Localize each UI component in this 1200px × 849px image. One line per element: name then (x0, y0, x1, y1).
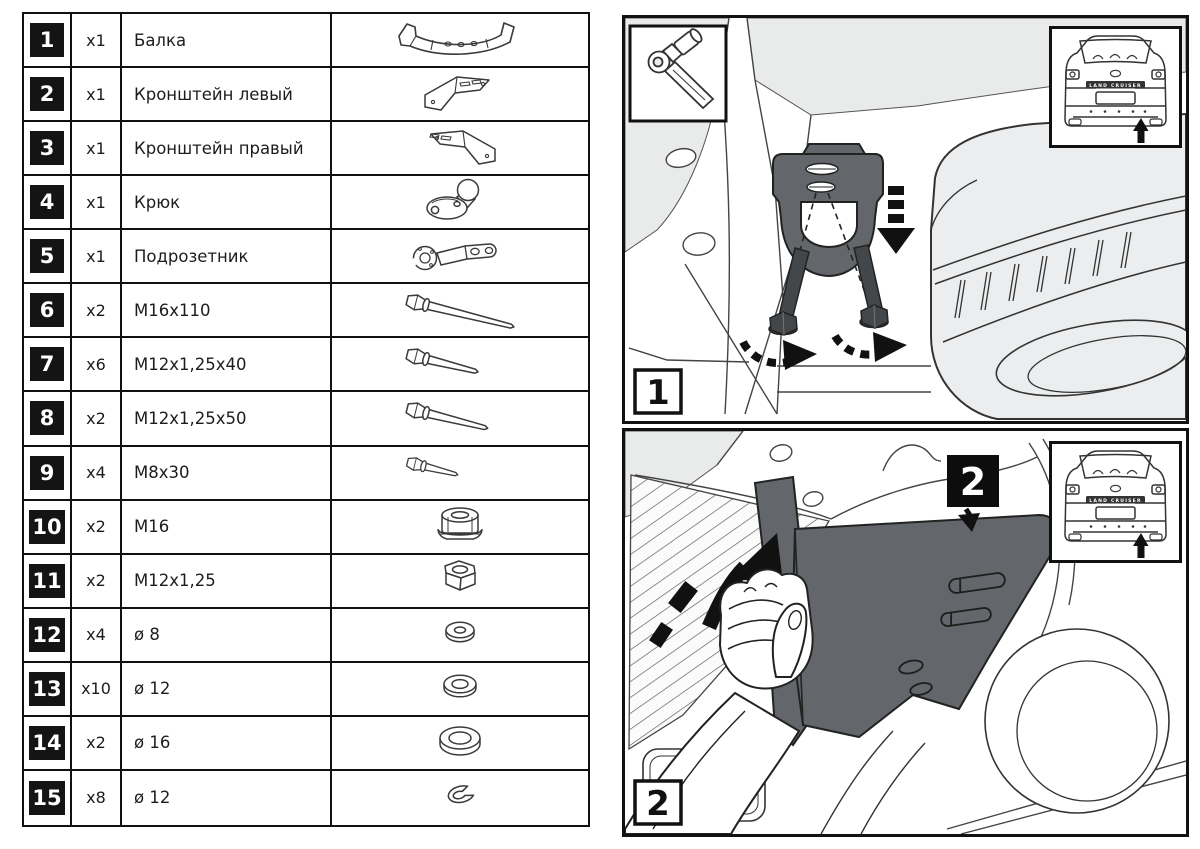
step-number-text: 1 (646, 373, 670, 413)
part-number-badge: 12 (29, 618, 64, 652)
part-illustration-cell (332, 14, 588, 68)
flat-washer-12-icon (385, 664, 535, 714)
part-number-badge: 10 (29, 510, 64, 544)
tighten-rotation-arrows (743, 332, 907, 370)
part-number-badge: 14 (29, 726, 64, 760)
part-number-badge: 9 (30, 456, 64, 490)
part-illustration-cell (332, 284, 588, 338)
car-rear-view-inset (1051, 28, 1181, 147)
part-illustration-cell (332, 176, 588, 230)
socket-plate-part-icon (385, 231, 535, 281)
hex-bolt-m8x30-icon (385, 448, 535, 498)
step-2-illustration (625, 431, 1186, 834)
part-name-cell: M16 (122, 501, 332, 555)
part-name-cell: Подрозетник (122, 230, 332, 284)
hex-nut-icon (385, 556, 535, 606)
part-qty-cell: x2 (72, 392, 122, 446)
frame-hole (802, 490, 825, 509)
part-number-cell (24, 555, 72, 609)
part-number-cell (24, 14, 72, 68)
insert-direction-arrow (877, 186, 915, 254)
part-qty-cell: x1 (72, 176, 122, 230)
left-bracket-part-icon (385, 69, 535, 119)
part-number-cell (24, 501, 72, 555)
part-name-cell: M8x30 (122, 447, 332, 501)
part-qty-cell: x6 (72, 338, 122, 392)
towball-hook-part-icon (385, 177, 535, 227)
part-qty-cell: x2 (72, 284, 122, 338)
step-number-badge (635, 781, 681, 824)
spare-wheel (985, 629, 1169, 813)
part-number-cell (24, 68, 72, 122)
part-name-cell: M12x1,25 (122, 555, 332, 609)
part-illustration-cell (332, 447, 588, 501)
part-illustration-cell (332, 122, 588, 176)
part-name-cell: ø 16 (122, 717, 332, 771)
flat-washer-8-icon (385, 610, 535, 660)
frame-hole (768, 442, 793, 463)
part-number-badge: 5 (30, 239, 64, 273)
step-number-text: 2 (646, 784, 670, 824)
step-2-panel (622, 428, 1189, 837)
right-bracket-part-icon (385, 123, 535, 173)
part-number-cell (24, 176, 72, 230)
part-name-cell: ø 12 (122, 663, 332, 717)
part-number-cell (24, 392, 72, 446)
part-qty-cell: x8 (72, 771, 122, 825)
spring-washer-icon (385, 773, 535, 823)
part-qty-cell: x1 (72, 122, 122, 176)
callout-number-text: 2 (959, 460, 987, 504)
hex-bolt-m16x110-icon (385, 285, 535, 335)
part-name-cell: M16x110 (122, 284, 332, 338)
part-illustration-cell (332, 555, 588, 609)
part-qty-cell: x4 (72, 609, 122, 663)
part-qty-cell: x1 (72, 14, 122, 68)
part-name-cell: Кронштейн правый (122, 122, 332, 176)
step-1-illustration (625, 18, 1186, 421)
part-number-badge: 8 (30, 401, 64, 435)
part-name-cell: M12x1,25x50 (122, 392, 332, 446)
part-illustration-cell (332, 68, 588, 122)
part-name-cell: Кронштейн левый (122, 68, 332, 122)
hex-bolt-m12x40-icon (385, 339, 535, 389)
part-number-badge: 1 (30, 23, 64, 57)
part-name-cell: Крюк (122, 176, 332, 230)
part-number-badge: 15 (29, 781, 64, 815)
part-qty-cell: x10 (72, 663, 122, 717)
step-1-panel (622, 15, 1189, 424)
part-qty-cell: x2 (72, 555, 122, 609)
part-number-badge: 11 (29, 564, 64, 598)
part-qty-cell: x2 (72, 501, 122, 555)
rear-tire (931, 114, 1186, 419)
part-number-cell (24, 338, 72, 392)
part-illustration-cell (332, 392, 588, 446)
part-number-badge: 6 (30, 293, 64, 327)
car-rear-view-inset (1051, 443, 1181, 562)
instruction-panels (622, 15, 1189, 837)
part-number-badge: 13 (29, 672, 64, 706)
part-illustration-cell (332, 717, 588, 771)
part-number-badge: 7 (30, 347, 64, 381)
part-number-cell (24, 609, 72, 663)
part-name-cell: ø 8 (122, 609, 332, 663)
part-illustration-cell (332, 338, 588, 392)
ratchet-wrench-inset (630, 26, 726, 121)
parts-table (22, 12, 590, 827)
part-illustration-cell (332, 230, 588, 284)
part-number-badge: 3 (30, 131, 64, 165)
part-qty-cell: x1 (72, 68, 122, 122)
flat-washer-16-icon (385, 718, 535, 768)
part-illustration-cell (332, 501, 588, 555)
part-qty-cell: x1 (72, 230, 122, 284)
frame-hole (682, 231, 717, 257)
part-number-cell (24, 122, 72, 176)
part-name-cell: ø 12 (122, 771, 332, 825)
step-number-badge (635, 370, 681, 413)
part-qty-cell: x4 (72, 447, 122, 501)
part-number-cell (24, 230, 72, 284)
part-number-badge: 2 (30, 77, 64, 111)
hex-bolt-m12x50-icon (385, 393, 535, 443)
flange-lock-nut-icon (385, 502, 535, 552)
part-qty-cell: x2 (72, 717, 122, 771)
part-number-cell (24, 284, 72, 338)
part-number-cell (24, 447, 72, 501)
part-illustration-cell (332, 609, 588, 663)
part-number-badge: 4 (30, 185, 64, 219)
part-illustration-cell (332, 771, 588, 825)
exhaust-pipe-lines (821, 731, 925, 834)
beam-part-icon (385, 15, 535, 65)
part-illustration-cell (332, 663, 588, 717)
part-number-cell (24, 771, 72, 825)
part-number-cell (24, 663, 72, 717)
part-number-cell (24, 717, 72, 771)
part-name-cell: Балка (122, 14, 332, 68)
part-name-cell: M12x1,25x40 (122, 338, 332, 392)
